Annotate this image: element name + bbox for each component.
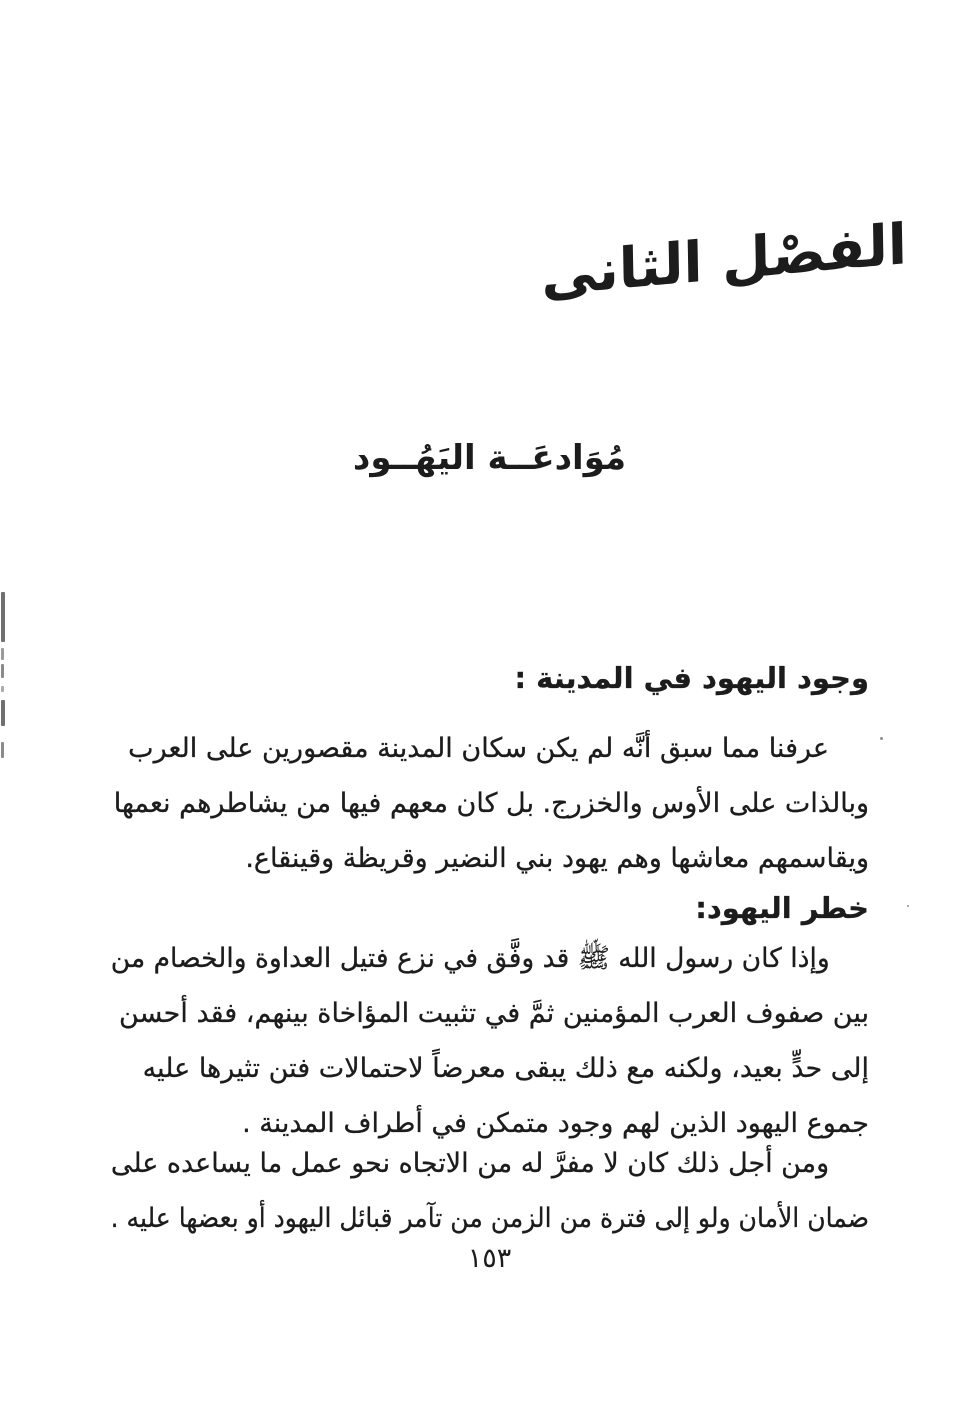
scan-artifact [1,648,4,660]
section-title: مُوَادعَــة اليَهُــود [352,438,627,478]
text-line: وإذا كان رسول الله ﷺ قد وفَّق في نزع فتيل العداوة والخصام من [110,943,830,974]
text-line: ضمان الأمان ولو إلى فترة من الزمن من تآمر قبائل اليهود أو بعضها عليه . [110,1203,870,1234]
subheading-jews-presence: وجود اليهود في المدينة : [514,661,869,695]
paragraph-jews-presence [111,721,869,886]
text-line: وبالذات على الأوس والخزرج. بل كان معهم فيها من يشاطرهم نعمها [113,788,869,819]
subheading-jews-danger: خطر اليهود: [695,891,869,925]
scan-artifact [1,592,5,642]
chapter-title-calligraphy: الفصْل الثانى [540,211,908,310]
text-line: ومن أجل ذلك كان لا مفرَّ له من الاتجاه نحو عمل ما يساعده على [110,1148,830,1179]
paragraph-security-need [111,1136,869,1246]
scan-artifact [1,664,4,678]
scan-artifact [1,742,4,758]
page-number: ١٥٣ [467,1243,512,1274]
text-line: ويقاسمهم معاشها وهم يهود بني النضير وقريظة وقينقاع. [245,843,869,874]
scan-artifact [1,686,4,692]
text-line: إلى حدٍّ بعيد، ولكنه مع ذلك يبقى معرضاً لاحتمالات فتن تثيرها عليه [142,1053,869,1084]
ink-speck [880,737,883,740]
page-body [111,651,869,1246]
scan-artifact [1,700,5,726]
paragraph-jews-danger [111,931,869,1151]
ink-speck [907,905,909,907]
text-line: بين صفوف العرب المؤمنين ثمَّ في تثبيت المؤاخاة بينهم، فقد أحسن [119,998,869,1029]
text-line: جموع اليهود الذين لهم وجود متمكن في أطراف المدينة . [242,1108,869,1139]
text-line: عرفنا مما سبق أنَّه لم يكن سكان المدينة مقصورين على العرب [128,733,829,764]
